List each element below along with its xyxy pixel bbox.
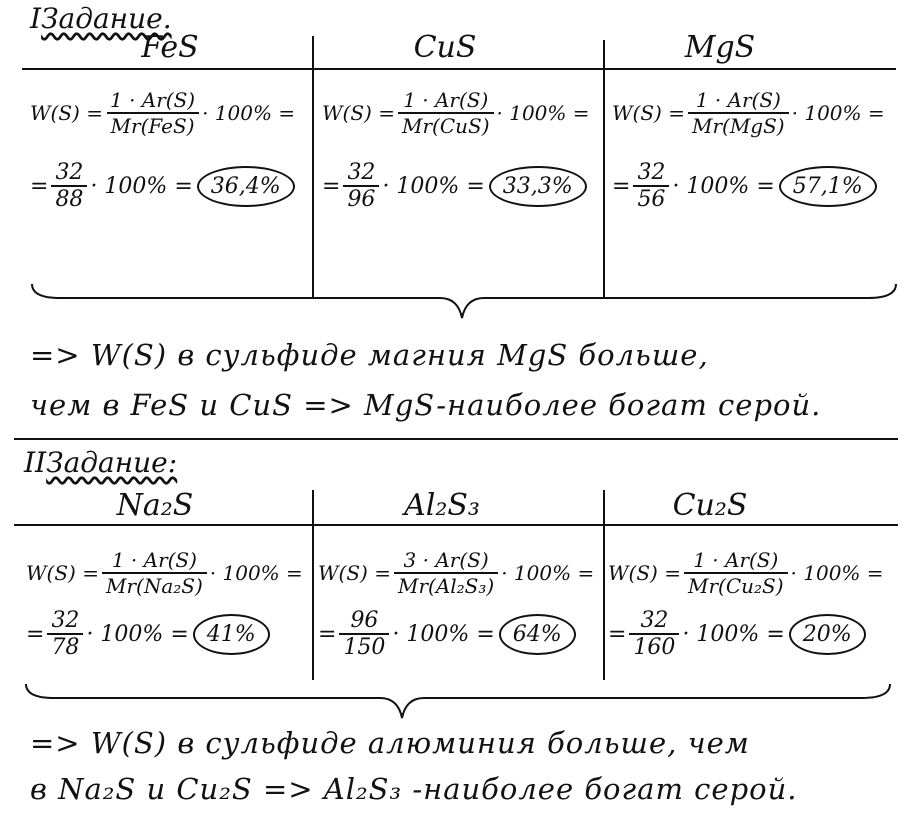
lead: = <box>30 173 49 199</box>
denominator: 56 <box>633 185 669 212</box>
task1-heading-number: I <box>30 2 42 35</box>
task1-heading-word: Задание. <box>41 2 172 35</box>
task2-conclusion-line1: => W(S) в сульфиде алюминия больше, чем <box>30 726 750 760</box>
denominator: Mr(CuS) <box>398 112 494 138</box>
denominator: Mr(Na₂S) <box>102 572 207 598</box>
lead: = <box>322 173 341 199</box>
denominator: Mr(MgS) <box>688 112 789 138</box>
tail: · 100% = <box>86 621 189 647</box>
result-circled: 41% <box>193 614 270 655</box>
lhs: W(S) = <box>608 561 681 585</box>
tail: · 100% = <box>682 621 785 647</box>
lhs: W(S) = <box>612 101 685 125</box>
tail: · 100% = <box>209 561 303 585</box>
numerator: 1 · Ar(S) <box>111 548 197 572</box>
tail: · 100% = <box>392 621 495 647</box>
result-circled: 57,1% <box>779 166 877 207</box>
result-circled: 36,4% <box>197 166 295 207</box>
numerator: 32 <box>51 608 80 633</box>
lead: = <box>26 621 45 647</box>
task2-col1-header: Na₂S <box>116 488 194 523</box>
denominator: 88 <box>51 185 87 212</box>
numerator: 1 · Ar(S) <box>693 548 779 572</box>
denominator: 160 <box>629 633 679 660</box>
numerator: 32 <box>637 160 666 185</box>
task1-conclusion-line1: => W(S) в сульфиде магния MgS больше, <box>30 338 709 372</box>
numerator: 32 <box>55 160 84 185</box>
denominator: 96 <box>343 185 379 212</box>
tail: · 100% = <box>672 173 775 199</box>
tail: · 100% = <box>90 173 193 199</box>
task1-conclusion-line2: чем в FeS и CuS => MgS-наиболее богат серой. <box>30 388 822 422</box>
lhs: W(S) = <box>318 561 391 585</box>
tail: · 100% = <box>202 101 296 125</box>
task2-heading-word: Задание: <box>46 446 178 479</box>
result-circled: 20% <box>789 614 866 655</box>
numerator: 32 <box>640 608 669 633</box>
numerator: 1 · Ar(S) <box>403 88 489 112</box>
denominator: Mr(FeS) <box>107 112 199 138</box>
task2-col2-header: Al₂S₃ <box>404 488 480 523</box>
task1-col1-header: FeS <box>141 30 199 65</box>
result-circled: 64% <box>499 614 576 655</box>
denominator: Mr(Al₂S₃) <box>394 572 498 598</box>
tail: · 100% = <box>790 561 884 585</box>
numerator: 1 · Ar(S) <box>109 88 196 112</box>
numerator: 3 · Ar(S) <box>403 548 489 572</box>
lead: = <box>608 621 627 647</box>
lhs: W(S) = <box>26 561 99 585</box>
denominator: Mr(Cu₂S) <box>684 572 788 598</box>
lead: = <box>318 621 337 647</box>
tail: · 100% = <box>791 101 885 125</box>
task2-conclusion-line2: в Na₂S и Cu₂S => Al₂S₃ -наиболее богат серой. <box>30 772 798 806</box>
numerator: 32 <box>347 160 376 185</box>
task1-col3-header: MgS <box>684 30 756 65</box>
tail: · 100% = <box>382 173 485 199</box>
numerator: 96 <box>350 608 379 633</box>
task2-heading-number: II <box>24 446 47 479</box>
denominator: 78 <box>47 633 83 660</box>
lhs: W(S) = <box>322 101 395 125</box>
task2-col3-header: Cu₂S <box>672 488 748 523</box>
lead: = <box>612 173 631 199</box>
tail: · 100% = <box>496 101 590 125</box>
result-circled: 33,3% <box>489 166 587 207</box>
tail: · 100% = <box>501 561 595 585</box>
denominator: 150 <box>339 633 389 660</box>
lhs: W(S) = <box>30 101 103 125</box>
task1-col2-header: CuS <box>413 30 477 65</box>
numerator: 1 · Ar(S) <box>695 88 781 112</box>
